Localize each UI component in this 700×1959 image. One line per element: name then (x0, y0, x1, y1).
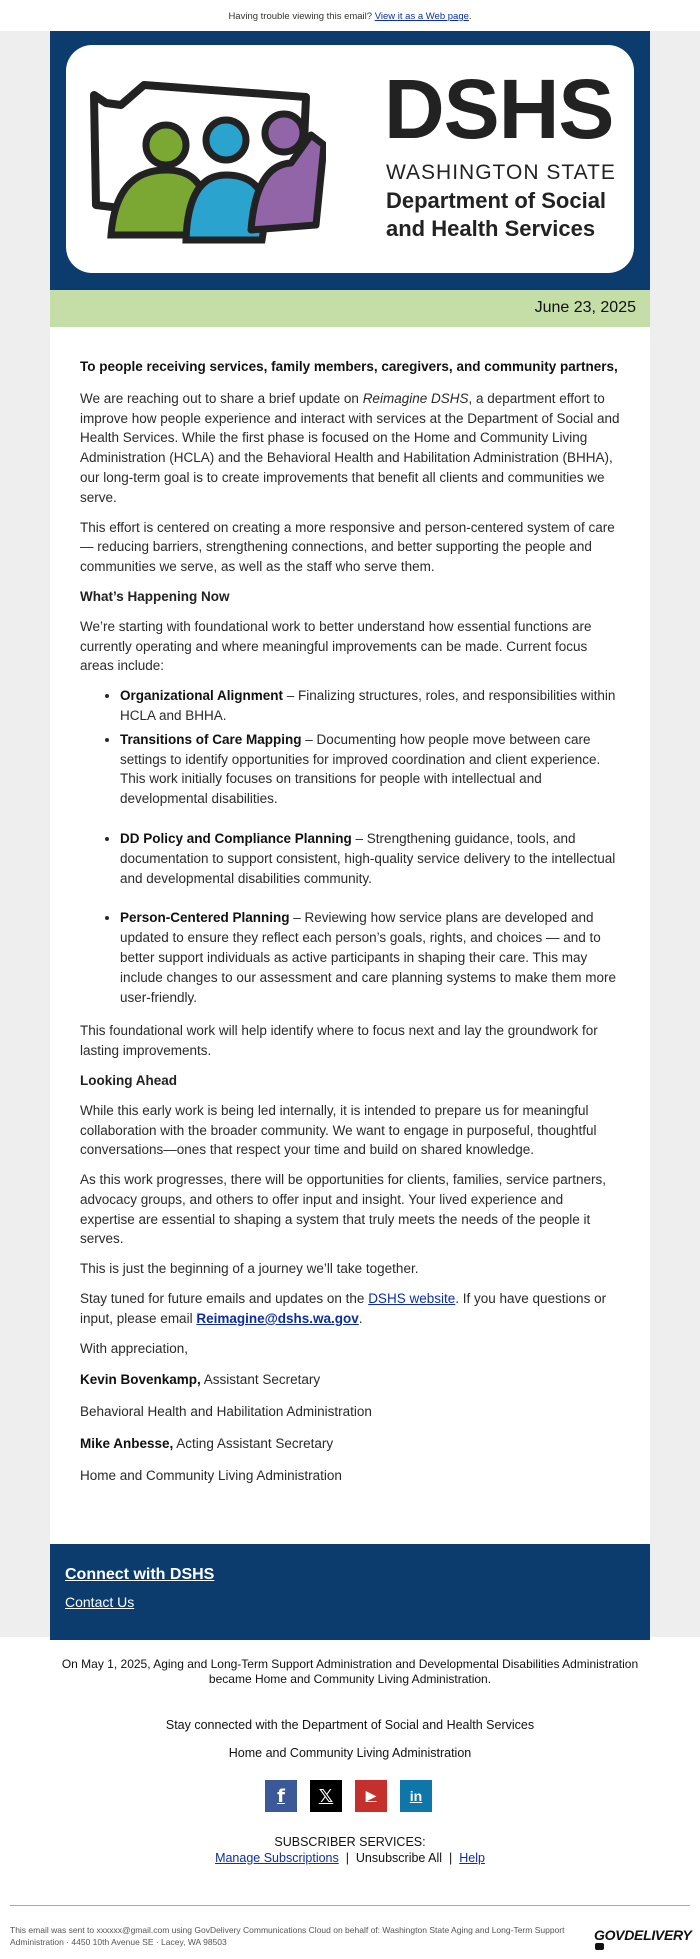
collaboration-paragraph: While this early work is being led internally, it is intended to prepare us for meaningful collaboration with the broader community. We want to engage in purposeful, thoughtful conversations—ones that respect your time and build on shared knowledge. (80, 1102, 597, 1158)
stay-connected-text: Stay connected with the Department of Social and Health Services (165, 1718, 535, 1732)
stay-tuned-paragraph: Stay tuned for future emails and updates on the DSHS website. If you have questions or input, please email Reimagine@dshs.wa.gov. (80, 1291, 607, 1326)
washington-people-icon (66, 45, 326, 273)
facebook-icon[interactable]: f (265, 1780, 297, 1812)
message-body (50, 327, 650, 1544)
focus-item: • DD Policy and Compliance Planning – Strengthening guidance, tools, and documentation to support consistent, high-quality service delivery to the intellectual and developmental disabilities community. (120, 829, 620, 888)
reimagine-dshs: Reimagine DSHS (362, 390, 469, 406)
focus-item: • Person-Centered Planning – Reviewing how service plans are developed and updated to ensure they reflect each person’s goals, rights, and choices — and to better support individuals as active participants in shaping their care. This may include changes to our assessment and care planning systems to make them more user-friendly. (120, 908, 620, 1007)
signer-1: Kevin Bovenkamp, Assistant Secretary (80, 1372, 321, 1388)
brand-dept-line2: and Health Services (386, 216, 596, 241)
journey-paragraph: This is just the beginning of a journey we’ll take together. (80, 1261, 419, 1277)
looking-ahead-heading: Looking Ahead (80, 1072, 177, 1088)
whats-happening-heading: What’s Happening Now (80, 588, 230, 604)
greeting: To people receiving services, family members, caregivers, and community partners, (80, 359, 618, 374)
manage-subscriptions-link[interactable]: Manage Subscriptions (215, 1851, 339, 1865)
divider (10, 1905, 690, 1906)
chat-bubble-icon (595, 1943, 604, 1950)
email-link[interactable]: Reimagine@dshs.wa.gov (196, 1310, 359, 1326)
contact-us-link[interactable]: Contact Us (65, 1593, 135, 1610)
youtube-icon[interactable]: ▶ (355, 1780, 387, 1812)
signer-1-org: Behavioral Health and Habilitation Administration (80, 1404, 372, 1420)
fine-print: This email was sent to xxxxxx@gmail.com using GovDelivery Communications Cloud on behalf of: Washington State Aging and Long-Term Support Administration · 4450 10th Avenue SE · Lacey, WA 98503 (10, 1925, 565, 1947)
email-card (50, 31, 650, 1640)
connect-footer (50, 1544, 650, 1640)
brand-dept-line1: Department of Social (386, 188, 607, 213)
brand-wa-state: WASHINGTON STATE (386, 161, 616, 184)
signer-2-org: Home and Community Living Administration (80, 1467, 342, 1483)
trouble-text: Having trouble viewing this email? (228, 11, 373, 22)
dshs-logo (66, 45, 634, 273)
effort-paragraph: This effort is centered on creating a more responsive and person-centered system of care — reducing barriers, strengthening connections, and better supporting the people and communities we serve, as well as the staff who serve them. (80, 519, 615, 575)
subscriber-services: SUBSCRIBER SERVICES: Manage Subscriptions | Unsubscribe All | Help (0, 1834, 700, 1866)
focus-item: • Transitions of Care Mapping – Documenting how people move between care settings to identify opportunities for improved coordination and client experience. This work initially focuses on transitions for people with intellectual and developmental disabilities. (120, 730, 620, 809)
date-bar (50, 290, 650, 327)
unsubscribe-all[interactable]: Unsubscribe All (355, 1851, 443, 1865)
govdelivery-logo: GOVDELIVERY (594, 1927, 700, 1959)
signature-block (80, 1370, 620, 1485)
subscriber-title: SUBSCRIBER SERVICES: (274, 1835, 426, 1849)
web-view-bar: Having trouble viewing this email? View it as a Web page. (228, 11, 472, 22)
social-links (265, 1780, 432, 1812)
web-page-link[interactable]: View it as a Web page (374, 11, 469, 22)
signer-2: Mike Anbesse, Acting Assistant Secretary (80, 1436, 334, 1452)
hcla-text: Home and Community Living Administration (228, 1746, 472, 1760)
header (50, 31, 650, 290)
focus-areas-list (120, 686, 620, 1007)
groundwork-paragraph: This foundational work will help identify where to focus next and lay the groundwork for lasting improvements. (80, 1023, 598, 1059)
focus-item: • Organizational Alignment – Finalizing structures, roles, and responsibilities within HCLA and BHHA. (120, 686, 620, 726)
foundational-paragraph: We’re starting with foundational work to better understand how essential functions are currently operating and where meaningful improvements can be made. Current focus areas include: (80, 618, 592, 674)
intro-paragraph: We are reaching out to share a brief update on Reimagine DSHS, a department effort to improve how people experience and interact with services at the Department of Social and Health Services. While the first phase is focused on the Home and Community Living Administration (HCLA) and the Behavioral Health and Habilitation Administration (BHHA), our long-term goal is to create improvements that benefit all clients and communities we serve. (80, 390, 620, 505)
help-link[interactable]: Help (459, 1851, 485, 1865)
opportunities-paragraph: As this work progresses, there will be opportunities for clients, families, service partners, advocacy groups, and others to offer input and insight. Your lived experience and expertise are essential to shaping a system that truly meets the needs of the people it serves. (80, 1172, 606, 1247)
date: June 23, 2025 (534, 299, 636, 316)
x-icon[interactable]: 𝕏 (310, 1780, 342, 1812)
linkedin-icon[interactable]: in (400, 1780, 432, 1812)
brand-dshs: DSHS (384, 62, 614, 156)
closing: With appreciation, (80, 1340, 189, 1356)
connect-with-dshs-link[interactable]: Connect with DSHS (65, 1565, 215, 1583)
dshs-website-link[interactable]: DSHS website (368, 1291, 456, 1307)
transition-notice: On May 1, 2025, Aging and Long-Term Support Administration and Developmental Disabilities Administration became Home and Community Living Administration. (61, 1657, 639, 1686)
